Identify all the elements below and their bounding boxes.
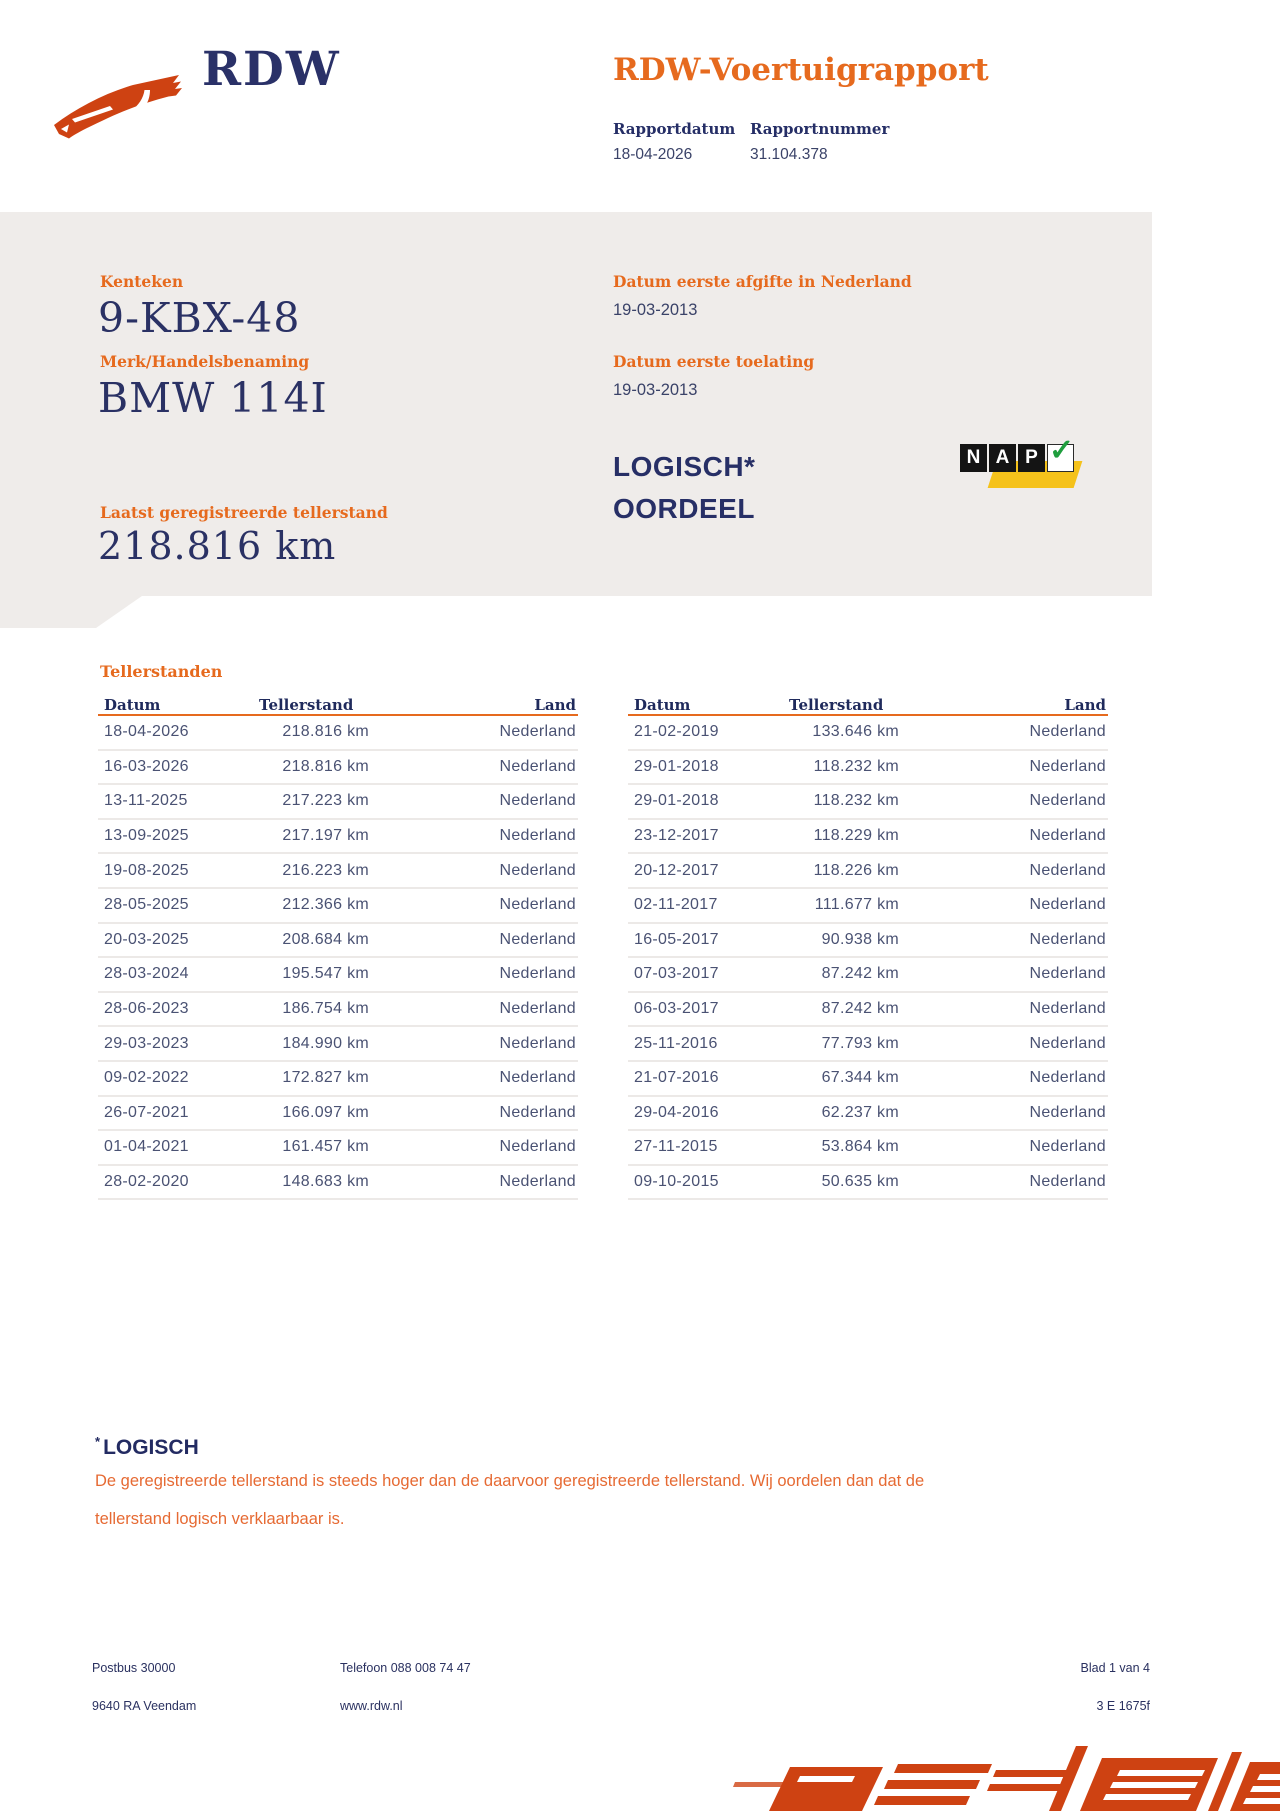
row-datum: 28-06-2023 <box>104 1000 189 1018</box>
nap-letter-p: P <box>1018 444 1045 472</box>
row-tellerstand: 118.232 km <box>813 792 899 810</box>
rdw-swoosh-logo-icon <box>52 64 192 142</box>
table-row <box>98 958 578 993</box>
tellerstanden-table-left <box>98 688 578 1200</box>
table-row <box>98 1027 578 1062</box>
laatste-tellerstand-value: 218.816 km <box>98 524 337 568</box>
nap-logo <box>960 434 1082 494</box>
row-tellerstand: 87.242 km <box>821 965 899 983</box>
table-row <box>98 1062 578 1097</box>
row-land: Nederland <box>1029 757 1106 775</box>
footer-page-number: Blad 1 van 4 <box>1080 1661 1150 1675</box>
row-land: Nederland <box>499 1034 576 1052</box>
row-tellerstand: 133.646 km <box>812 723 899 741</box>
row-tellerstand: 216.223 km <box>282 861 369 879</box>
tellerstanden-title: Tellerstanden <box>100 662 223 681</box>
row-tellerstand: 118.226 km <box>813 861 899 879</box>
row-datum: 28-02-2020 <box>104 1173 189 1191</box>
asterisk: * <box>95 1434 101 1449</box>
row-datum: 28-05-2025 <box>104 896 189 914</box>
footer-website-link[interactable]: www.rdw.nl <box>340 1699 403 1713</box>
kenteken-value: 9-KBX-48 <box>98 294 301 342</box>
nap-letter-n: N <box>960 444 987 472</box>
row-land: Nederland <box>499 965 576 983</box>
table-row <box>98 785 578 820</box>
row-land: Nederland <box>499 1000 576 1018</box>
row-tellerstand: 118.229 km <box>813 827 899 845</box>
row-tellerstand: 77.793 km <box>821 1034 899 1052</box>
row-tellerstand: 217.197 km <box>282 827 369 845</box>
row-land: Nederland <box>1029 1034 1106 1052</box>
toelating-value: 19-03-2013 <box>613 381 698 399</box>
row-datum: 28-03-2024 <box>104 965 189 983</box>
row-datum: 16-03-2026 <box>104 757 189 775</box>
row-tellerstand: 87.242 km <box>821 1000 899 1018</box>
row-land: Nederland <box>1029 827 1106 845</box>
row-land: Nederland <box>499 827 576 845</box>
table-row <box>98 751 578 786</box>
footer-form-code: 3 E 1675f <box>1096 1699 1150 1713</box>
row-land: Nederland <box>1029 965 1106 983</box>
row-land: Nederland <box>1029 723 1106 741</box>
row-datum: 21-02-2019 <box>634 723 719 741</box>
row-datum: 23-12-2017 <box>634 827 719 845</box>
row-land: Nederland <box>499 930 576 948</box>
row-tellerstand: 218.816 km <box>282 757 369 775</box>
merk-label: Merk/Handelsbenaming <box>100 352 310 371</box>
table-row <box>98 1097 578 1132</box>
row-tellerstand: 111.677 km <box>814 896 899 914</box>
table-row <box>628 716 1108 751</box>
row-tellerstand: 172.827 km <box>282 1069 369 1087</box>
rdw-logo-text: RDW <box>202 42 341 97</box>
row-datum: 26-07-2021 <box>104 1103 189 1121</box>
row-land: Nederland <box>1029 1000 1106 1018</box>
row-datum: 21-07-2016 <box>634 1069 719 1087</box>
row-land: Nederland <box>1029 930 1106 948</box>
col-header-datum: Datum <box>634 696 691 714</box>
row-tellerstand: 161.457 km <box>282 1138 369 1156</box>
col-header-tellerstand: Tellerstand <box>259 696 354 714</box>
footer-phone: Telefoon 088 008 74 47 <box>340 1661 471 1675</box>
laatste-tellerstand-label: Laatst geregistreerde tellerstand <box>100 503 388 522</box>
row-datum: 09-02-2022 <box>104 1069 189 1087</box>
col-header-datum: Datum <box>104 696 161 714</box>
row-tellerstand: 218.816 km <box>282 723 369 741</box>
row-land: Nederland <box>1029 792 1106 810</box>
explanation-line1: De geregistreerde tellerstand is steeds hoger dan de daarvoor geregistreerde tellerstand. Wij oordelen dan dat de <box>95 1472 925 1490</box>
row-land: Nederland <box>499 792 576 810</box>
table-row <box>98 1166 578 1201</box>
row-land: Nederland <box>499 757 576 775</box>
nap-checkbox <box>1047 434 1075 472</box>
row-land: Nederland <box>1029 1103 1106 1121</box>
oordeel-line2: OORDEEL <box>613 493 755 524</box>
row-datum: 20-12-2017 <box>634 861 719 879</box>
table-row <box>628 1131 1108 1166</box>
row-datum: 09-10-2015 <box>634 1173 719 1191</box>
row-tellerstand: 50.635 km <box>821 1173 899 1191</box>
table-body-left <box>98 716 578 1200</box>
row-tellerstand: 184.990 km <box>282 1034 369 1052</box>
merk-value: BMW 114I <box>98 374 328 422</box>
row-tellerstand: 212.366 km <box>282 896 369 914</box>
row-land: Nederland <box>499 723 576 741</box>
table-row <box>628 1166 1108 1201</box>
table-row <box>98 993 578 1028</box>
table-row <box>98 924 578 959</box>
row-tellerstand: 148.683 km <box>282 1173 369 1191</box>
row-tellerstand: 195.547 km <box>282 965 369 983</box>
report-date-value: 18-04-2026 <box>613 146 693 163</box>
row-datum: 16-05-2017 <box>634 930 719 948</box>
col-header-land: Land <box>534 696 576 714</box>
row-land: Nederland <box>1029 1069 1106 1087</box>
row-datum: 29-01-2018 <box>634 792 719 810</box>
table-row <box>628 1097 1108 1132</box>
table-header <box>628 688 1108 716</box>
table-row <box>98 889 578 924</box>
table-row <box>628 785 1108 820</box>
table-row <box>628 889 1108 924</box>
report-number-value: 31.104.378 <box>750 146 828 163</box>
report-date-label: Rapportdatum <box>613 120 736 138</box>
col-header-tellerstand: Tellerstand <box>789 696 884 714</box>
logisch-explanation-text <box>95 1462 995 1538</box>
table-row <box>98 820 578 855</box>
col-header-land: Land <box>1064 696 1106 714</box>
oordeel-verdict <box>613 446 755 530</box>
row-tellerstand: 166.097 km <box>282 1103 369 1121</box>
row-land: Nederland <box>499 1069 576 1087</box>
row-tellerstand: 208.684 km <box>282 930 369 948</box>
table-row <box>628 854 1108 889</box>
row-land: Nederland <box>499 896 576 914</box>
table-row <box>628 1062 1108 1097</box>
table-row <box>628 993 1108 1028</box>
row-datum: 29-01-2018 <box>634 757 719 775</box>
logisch-explanation-title <box>95 1434 199 1460</box>
footer-address-line2: 9640 RA Veendam <box>92 1699 197 1713</box>
table-header <box>98 688 578 716</box>
row-datum: 13-09-2025 <box>104 827 189 845</box>
afgifte-label: Datum eerste afgifte in Nederland <box>613 272 912 291</box>
row-datum: 06-03-2017 <box>634 1000 719 1018</box>
oordeel-line1: LOGISCH* <box>613 451 756 482</box>
table-row <box>98 716 578 751</box>
nap-letter-a: A <box>989 444 1016 472</box>
row-datum: 01-04-2021 <box>104 1138 189 1156</box>
row-land: Nederland <box>499 1138 576 1156</box>
table-row <box>628 924 1108 959</box>
nap-checkmark-icon: ✓ <box>1049 434 1075 467</box>
row-tellerstand: 62.237 km <box>821 1103 899 1121</box>
table-row <box>98 1131 578 1166</box>
row-tellerstand: 53.864 km <box>821 1138 899 1156</box>
row-datum: 13-11-2025 <box>104 792 188 810</box>
tellerstanden-table-right <box>628 688 1108 1200</box>
row-land: Nederland <box>1029 896 1106 914</box>
row-tellerstand: 186.754 km <box>282 1000 369 1018</box>
table-body-right <box>628 716 1108 1200</box>
row-land: Nederland <box>499 1103 576 1121</box>
row-tellerstand: 67.344 km <box>821 1069 899 1087</box>
row-datum: 18-04-2026 <box>104 723 189 741</box>
afgifte-value: 19-03-2013 <box>613 301 698 319</box>
table-row <box>628 820 1108 855</box>
row-datum: 27-11-2015 <box>634 1138 718 1156</box>
report-title: RDW-Voertuigrapport <box>613 52 989 88</box>
row-land: Nederland <box>1029 861 1106 879</box>
row-datum: 20-03-2025 <box>104 930 189 948</box>
row-land: Nederland <box>499 861 576 879</box>
kenteken-label: Kenteken <box>100 272 184 291</box>
toelating-label: Datum eerste toelating <box>613 352 815 371</box>
explanation-line2: tellerstand logisch verklaarbaar is. <box>95 1510 345 1528</box>
row-tellerstand: 118.232 km <box>813 757 899 775</box>
row-datum: 25-11-2016 <box>634 1034 718 1052</box>
logisch-title-text: LOGISCH <box>103 1436 199 1459</box>
table-row <box>628 1027 1108 1062</box>
row-datum: 07-03-2017 <box>634 965 719 983</box>
table-row <box>628 751 1108 786</box>
row-tellerstand: 90.938 km <box>821 930 899 948</box>
row-datum: 19-08-2025 <box>104 861 189 879</box>
row-land: Nederland <box>1029 1138 1106 1156</box>
row-datum: 29-04-2016 <box>634 1103 719 1121</box>
report-number-label: Rapportnummer <box>750 120 890 138</box>
row-datum: 02-11-2017 <box>634 896 718 914</box>
row-datum: 29-03-2023 <box>104 1034 189 1052</box>
table-row <box>98 854 578 889</box>
table-row <box>628 958 1108 993</box>
footer-address-line1: Postbus 30000 <box>92 1661 176 1675</box>
rdw-speed-stripes-graphic <box>640 1740 1280 1811</box>
row-tellerstand: 217.223 km <box>282 792 369 810</box>
row-land: Nederland <box>499 1173 576 1191</box>
row-land: Nederland <box>1029 1173 1106 1191</box>
